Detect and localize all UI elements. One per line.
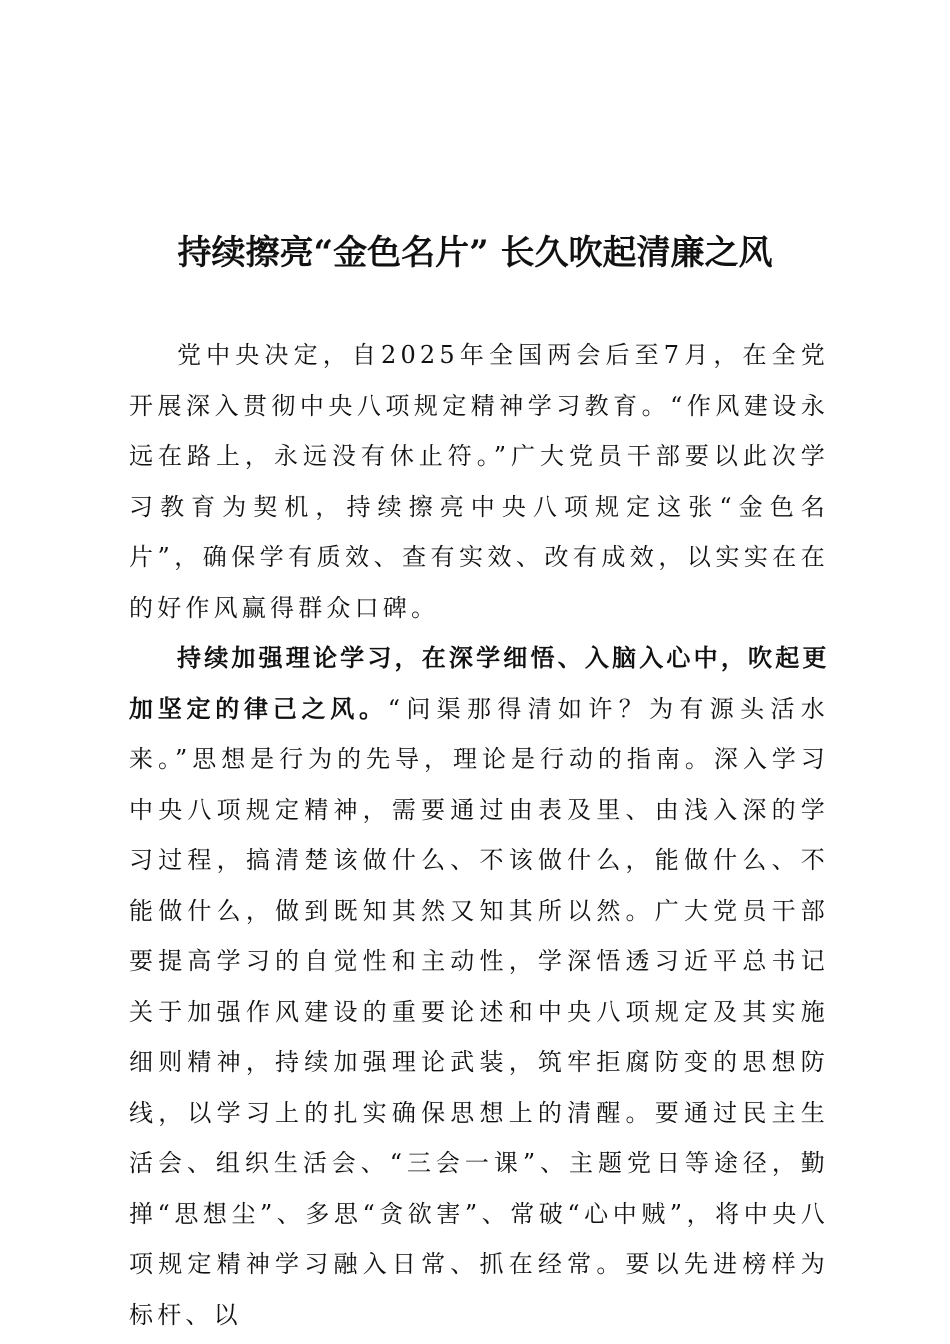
document-body: [129, 330, 829, 1340]
paragraph-theory-study: [129, 633, 829, 1340]
paragraph-intro-text: 党中央决定，自2025年全国两会后至7月，在全党开展深入贯彻中央八项规定精神学习教育。“作风建设永远在路上，永远没有休止符。”广大党员干部要以此次学习教育为契机，持续擦亮中央八项规定这张“金色名片”，确保学有质效、查有实效、改有成效，以实实在在的好作风赢得群众口碑。: [129, 341, 829, 622]
paragraph-theory-study-lead: 持续加强理论学习，在深学细悟、入脑入心中，吹起更加坚定的律己之风。: [129, 644, 829, 723]
paragraph-theory-study-text: “问渠那得清如许？为有源头活水来。”思想是行为的先导，理论是行动的指南。深入学习中央八项规定精神，需要通过由表及里、由浅入深的学习过程，搞清楚该做什么、不该做什么，能做什么、不能做什么，做到既知其然又知其所以然。广大党员干部要提高学习的自觉性和主动性，学深悟透习近平总书记关于加强作风建设的重要论述和中央八项规定及其实施细则精神，持续加强理论武装，筑牢拒腐防变的思想防线，以学习上的扎实确保思想上的清醒。要通过民主生活会、组织生活会、“三会一课”、主题党日等途径，勤掸“思想尘”、多思“贪欲害”、常破“心中贼”，将中央八项规定精神学习融入日常、抓在经常。要以先进榜样为标杆、以: [129, 694, 829, 1329]
paragraph-intro: [129, 330, 829, 633]
document-title: 持续擦亮“金色名片” 长久吹起清廉之风: [177, 233, 773, 273]
